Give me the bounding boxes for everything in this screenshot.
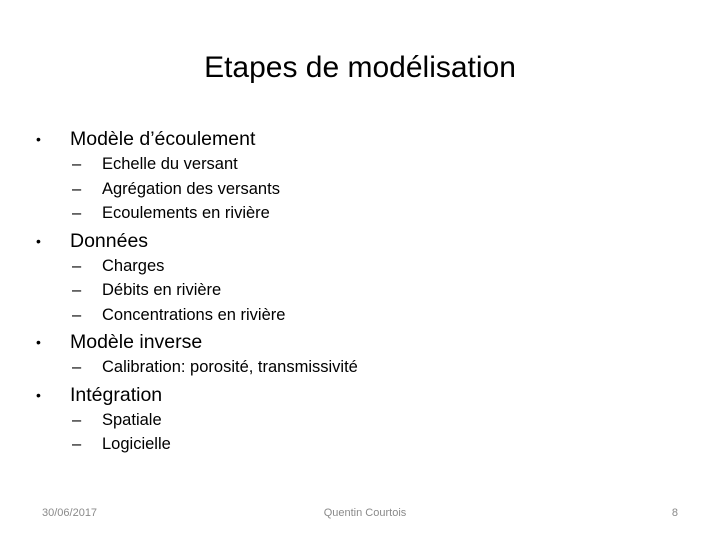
dash-icon: – [72,410,82,429]
sub-item [72,152,696,177]
sub-item-label: Charges [102,256,165,275]
sub-item [72,201,696,226]
sub-item-label: Logicielle [102,435,171,453]
bullet-item [36,329,696,355]
section-donnees [36,228,696,328]
sub-list [72,408,696,457]
footer-author: Quentin Courtois [323,507,407,519]
dash-icon: – [72,305,82,324]
sub-item-label: Echelle du versant [102,155,238,173]
sub-item-label: Agrégation des versants [102,179,280,198]
dash-icon: – [72,256,82,275]
dash-icon: – [72,179,82,198]
sub-item [72,254,696,279]
bullet-icon: • [36,386,41,403]
section-modele-ecoulement [36,126,696,226]
bullet-icon: • [36,334,41,350]
sub-item [72,278,696,303]
bullet-label: Données [70,229,149,252]
dash-icon: – [72,155,82,173]
bullet-item [36,382,696,408]
sub-item-label: Spatiale [102,410,162,429]
sub-item [72,355,696,380]
footer-date: 30/06/2017 [42,507,98,519]
bullet-item [36,126,696,152]
sub-item [72,303,696,328]
dash-icon: – [72,358,82,376]
dash-icon: – [72,204,82,222]
slide-content [36,126,696,459]
sub-item [72,177,696,202]
section-modele-inverse [36,329,696,380]
sub-item [72,408,696,433]
bullet-icon: • [36,131,41,147]
bullet-label: Intégration [70,383,163,406]
bullet-label: Modèle inverse [70,331,203,353]
sub-item-label: Débits en rivière [102,281,222,299]
sub-item [72,432,696,457]
bullet-icon: • [36,232,41,249]
footer-page-number: 8 [671,507,678,519]
sub-list [72,254,696,328]
sub-list [72,355,696,380]
sub-item-label: Ecoulements en rivière [102,204,270,222]
dash-icon: – [72,435,82,453]
sub-item-label: Calibration: porosité, transmissivité [102,358,358,376]
bullet-label: Modèle d’écoulement [70,128,256,150]
sub-item-label: Concentrations en rivière [102,305,286,324]
slide-title: Etapes de modélisation [204,51,516,84]
section-integration [36,382,696,457]
bullet-item [36,228,696,254]
dash-icon: – [72,281,82,299]
sub-list [72,152,696,226]
